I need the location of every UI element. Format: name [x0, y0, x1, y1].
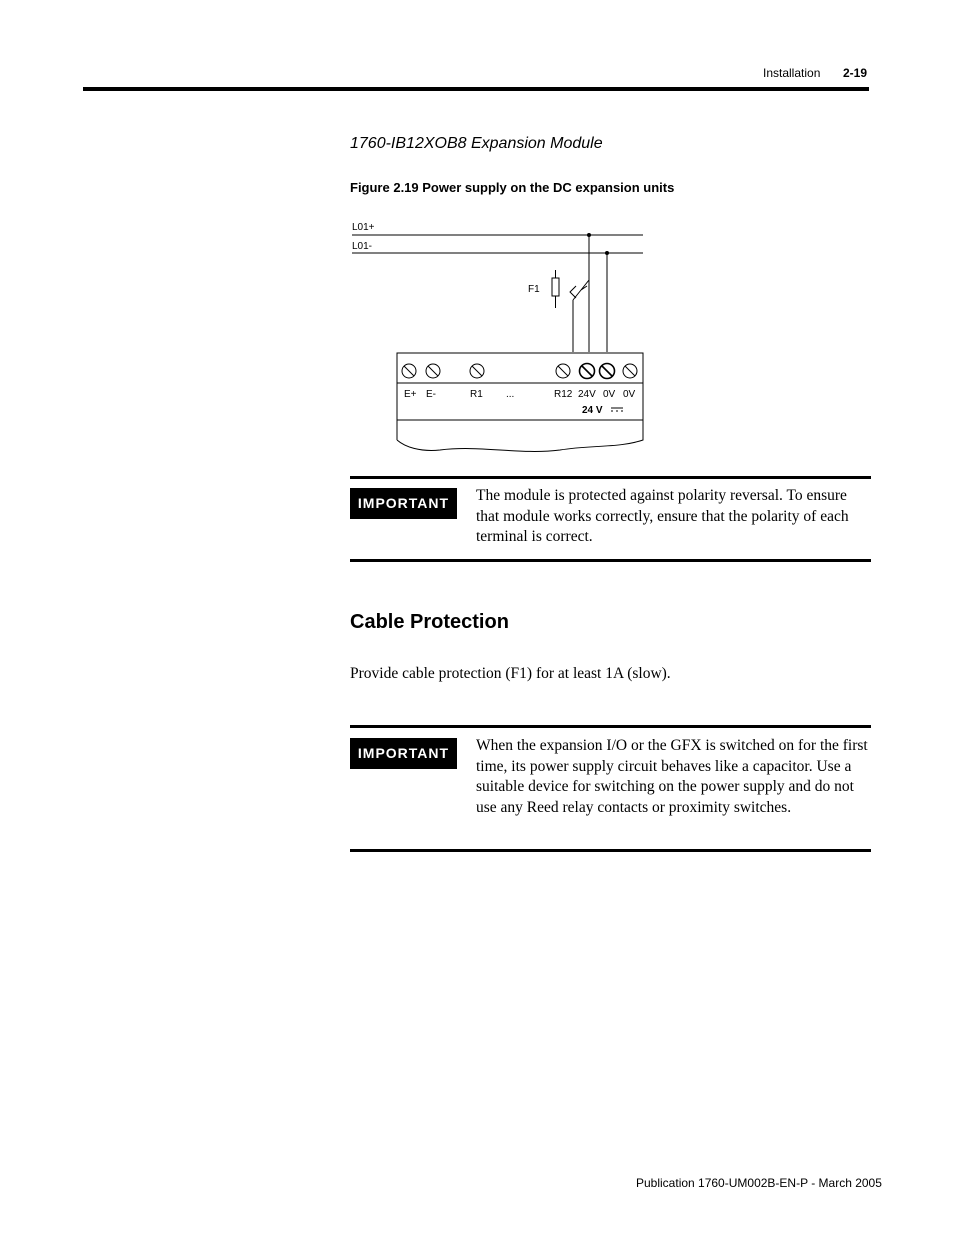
terminal-screw-r12 — [556, 364, 570, 378]
terminal-screw-24v — [580, 364, 595, 379]
fuse-symbol — [552, 278, 559, 296]
terminal-label-e-minus: E- — [426, 389, 436, 400]
terminal-screw-e-minus — [426, 364, 440, 378]
header-section-label: Installation — [763, 66, 821, 80]
important-1-badge: IMPORTANT — [350, 488, 457, 519]
terminal-screw-r1 — [470, 364, 484, 378]
important-1-text: The module is protected against polarity reversal. To ensure that module works correctly, ensure that the polarity of each terminal is correct. — [476, 487, 849, 545]
section-paragraph: Provide cable protection (F1) for at least 1A (slow). — [350, 665, 671, 682]
line-label-l01-minus: L01- — [352, 241, 373, 252]
terminal-label-r1: R1 — [470, 389, 483, 400]
important-2-top-rule — [350, 725, 871, 728]
terminal-screw-e-plus — [402, 364, 416, 378]
terminal-screw-0v-1 — [600, 364, 615, 379]
wiring-diagram — [340, 210, 660, 460]
dc-symbol-icon — [611, 408, 623, 411]
terminal-screw-0v-2 — [623, 364, 637, 378]
important-1-bottom-rule — [350, 559, 871, 562]
supply-voltage-label: 24 V — [582, 405, 603, 416]
fuse-label: F1 — [528, 284, 540, 295]
important-2-badge: IMPORTANT — [350, 738, 457, 769]
terminal-label-e-plus: E+ — [404, 389, 417, 400]
module-outline — [397, 353, 643, 451]
module-title: 1760-IB12XOB8 Expansion Module — [350, 135, 603, 152]
important-2-text: When the expansion I/O or the GFX is switched on for the first time, its power supply circuit behaves like a capacitor. Use a suitable device for switching on the power supply and do not use any Reed relay contacts or proximity switches. — [476, 737, 868, 816]
terminal-label-0v-2: 0V — [623, 389, 636, 400]
figure-caption: Figure 2.19 Power supply on the DC expansion units — [350, 180, 675, 195]
terminal-label-r12: R12 — [554, 389, 573, 400]
terminal-label-ellipsis: ... — [506, 389, 515, 400]
important-1-top-rule — [350, 476, 871, 479]
header-page-number: 2-19 — [843, 66, 868, 80]
footer-publication: Publication 1760-UM002B-EN-P - March 2005 — [636, 1176, 882, 1190]
important-2-bottom-rule — [350, 849, 871, 852]
switch-symbol — [570, 253, 589, 300]
terminal-label-24v: 24V — [578, 389, 596, 400]
section-title: Cable Protection — [350, 611, 509, 633]
line-label-l01-plus: L01+ — [352, 222, 375, 233]
terminal-label-0v-1: 0V — [603, 389, 616, 400]
header-rule — [83, 87, 869, 91]
